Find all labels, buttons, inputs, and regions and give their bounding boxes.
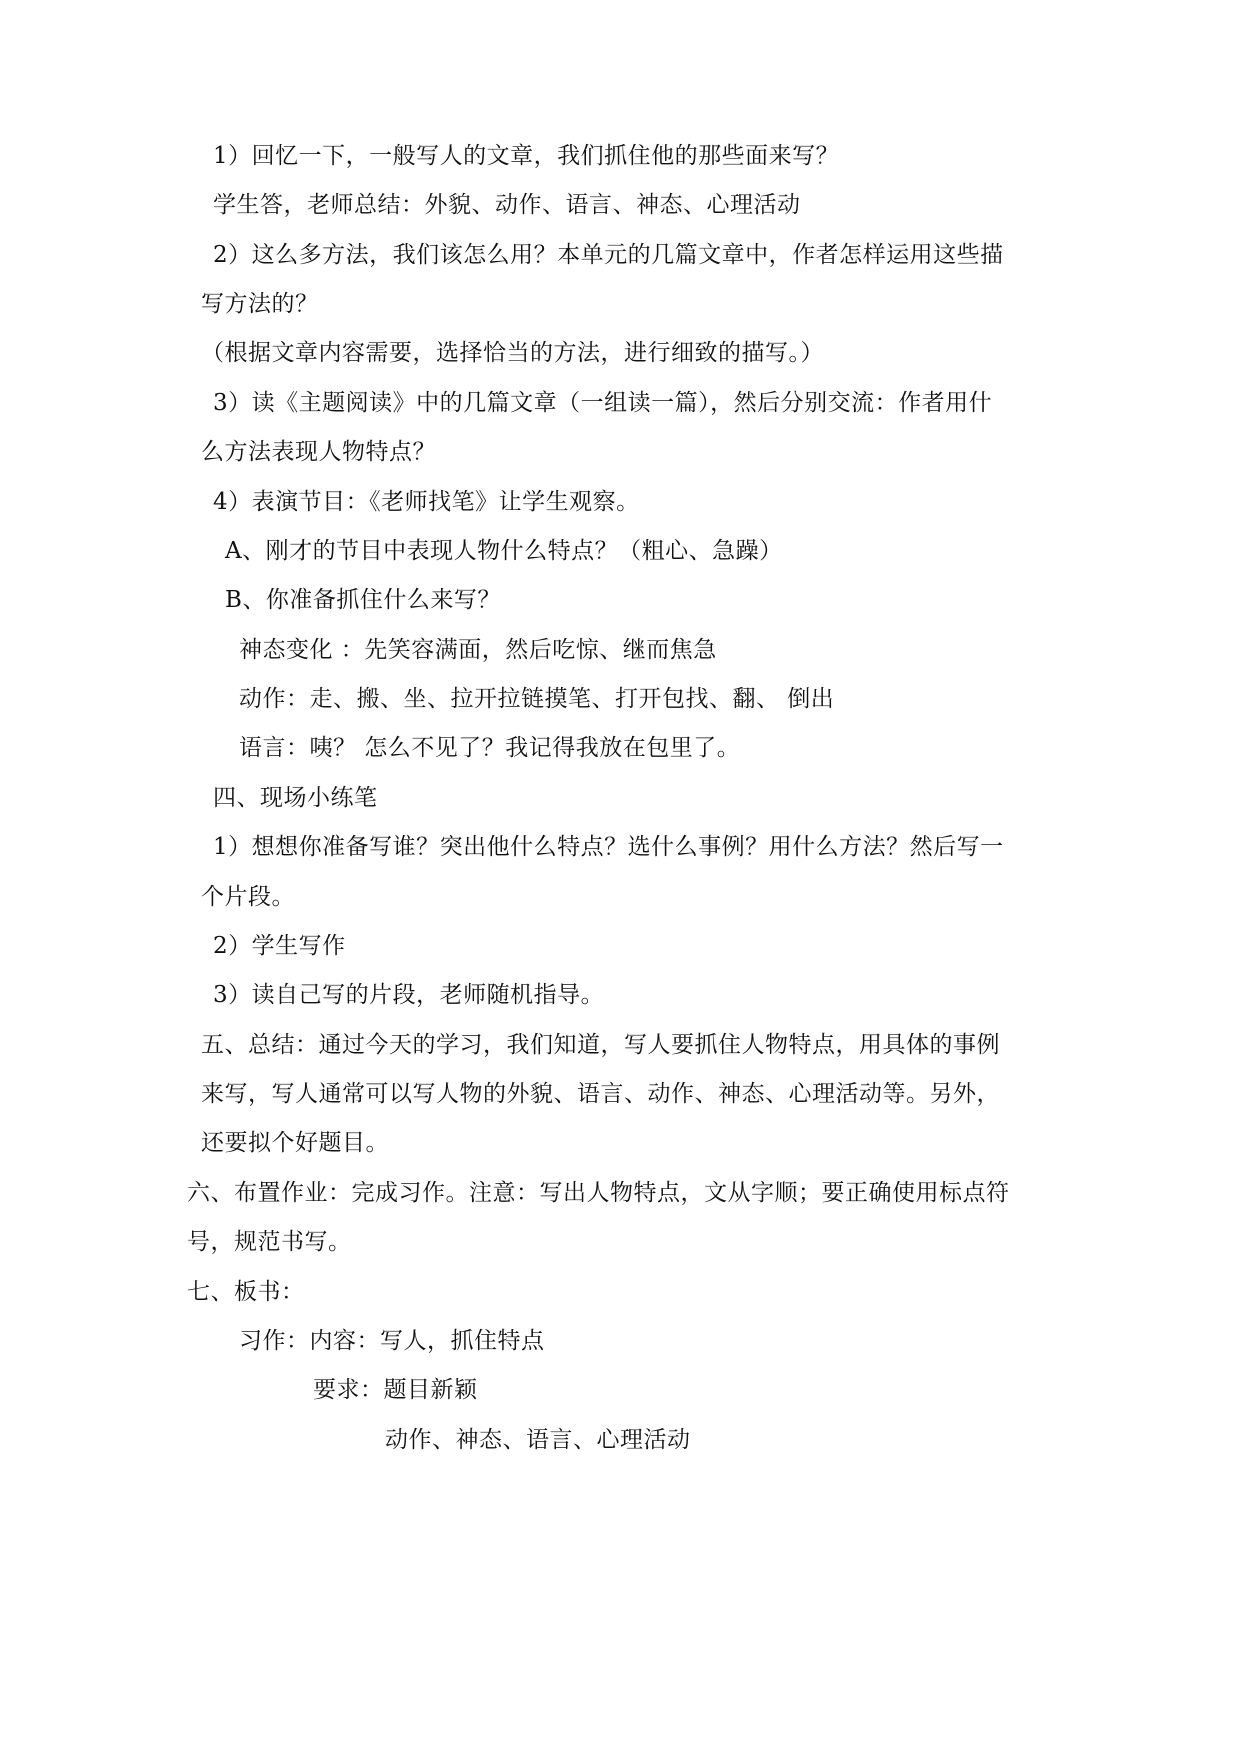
text-line: B、你准备抓住什么来写？ xyxy=(225,587,501,613)
text-line: 六、布置作业：完成习作。注意：写出人物特点，文从字顺；要正确使用标点符 xyxy=(187,1180,1010,1206)
text-line: 么方法表现人物特点？ xyxy=(201,439,436,465)
text-line: 要求：题目新颖 xyxy=(313,1377,478,1403)
text-line: 学生答，老师总结：外貌、动作、语言、神态、心理活动 xyxy=(213,192,801,218)
text-line: 四、现场小练笔 xyxy=(213,785,378,811)
text-line: 写方法的？ xyxy=(201,291,319,317)
text-line: 4）表演节目：《老师找笔》让学生观察。 xyxy=(213,489,640,515)
text-line: 动作、神态、语言、心理活动 xyxy=(385,1427,691,1453)
text-line: 3）读自己写的片段，老师随机指导。 xyxy=(213,982,605,1008)
text-line: A、刚才的节目中表现人物什么特点？（粗心、急躁） xyxy=(225,538,783,564)
text-line: 七、板书： xyxy=(187,1279,305,1305)
text-line: 动作：走、搬、坐、拉开拉链摸笔、打开包找、翻、 倒出 xyxy=(239,686,835,712)
text-line: 语言：咦？ 怎么不见了？我记得我放在包里了。 xyxy=(239,735,741,761)
text-line: 习作：内容：写人，抓住特点 xyxy=(239,1328,545,1354)
text-line: 五、总结：通过今天的学习，我们知道，写人要抓住人物特点，用具体的事例 xyxy=(201,1032,1000,1058)
text-line: （根据文章内容需要，选择恰当的方法，进行细致的描写。） xyxy=(201,340,824,366)
text-line: 神态变化 ：先笑容满面，然后吃惊、继而焦急 xyxy=(239,637,717,663)
text-line: 还要拟个好题目。 xyxy=(201,1130,389,1156)
text-line: 号，规范书写。 xyxy=(187,1229,352,1255)
text-line: 2）学生写作 xyxy=(213,933,346,959)
text-line: 1）回忆一下，一般写人的文章，我们抓住他的那些面来写？ xyxy=(213,143,840,169)
text-line: 个片段。 xyxy=(201,884,295,910)
text-line: 3）读《主题阅读》中的几篇文章（一组读一篇），然后分别交流：作者用什 xyxy=(213,390,993,416)
text-line: 来写，写人通常可以写人物的外貌、语言、动作、神态、心理活动等。另外， xyxy=(201,1081,1000,1107)
text-line: 1）想想你准备写谁？突出他什么特点？选什么事例？用什么方法？然后写一 xyxy=(213,834,1004,860)
text-line: 2）这么多方法，我们该怎么用？本单元的几篇文章中，作者怎样运用这些描 xyxy=(213,242,1004,268)
